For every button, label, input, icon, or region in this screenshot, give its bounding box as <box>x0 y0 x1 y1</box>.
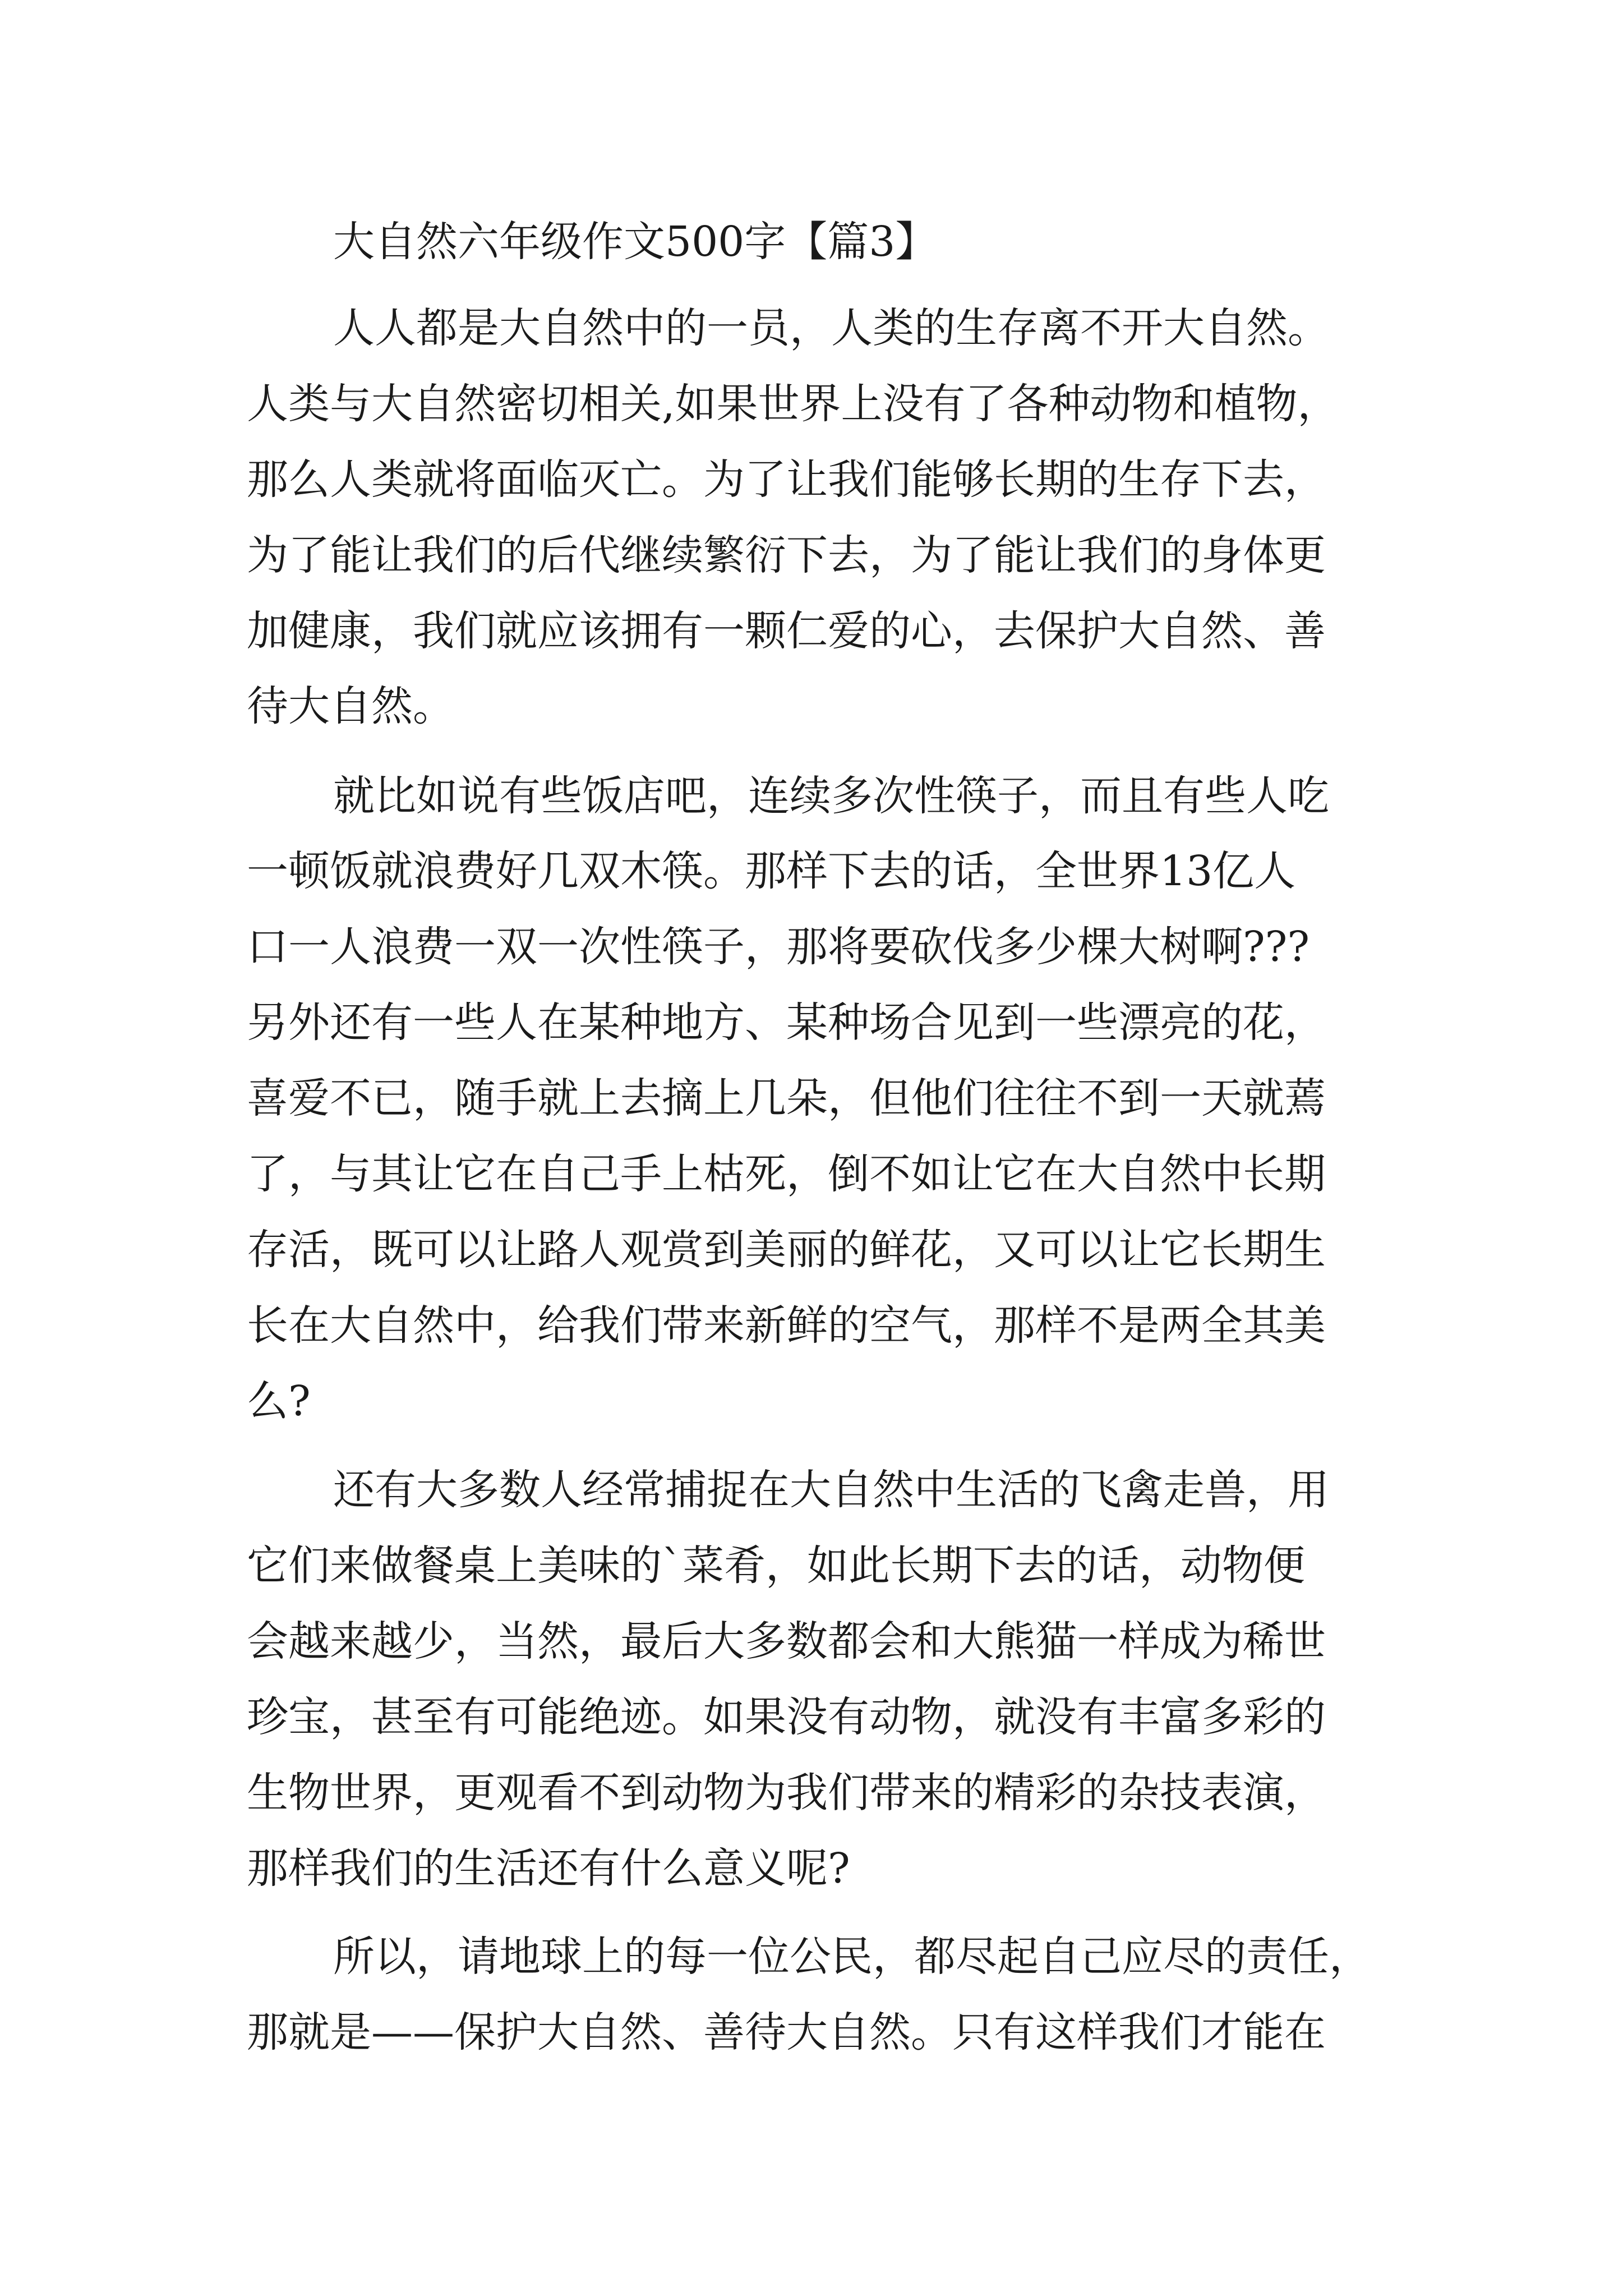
paragraph-line: 所以，请地球上的每一位公民，都尽起自己应尽的责任， <box>333 1932 1371 1981</box>
paragraph-line: 生物世界，更观看不到动物为我们带来的精彩的杂技表演， <box>247 1769 1326 1817</box>
paragraph-line: 长在大自然中，给我们带来新鲜的空气，那样不是两全其美 <box>247 1301 1326 1350</box>
paragraph-line: 会越来越少，当然，最后大多数都会和大熊猫一样成为稀世 <box>247 1617 1326 1665</box>
paragraph-line: 那样我们的生活还有什么意义呢? <box>247 1844 850 1893</box>
paragraph-line: 人类与大自然密切相关,如果世界上没有了各种动物和植物， <box>247 380 1339 428</box>
paragraph-line: 喜爱不已，随手就上去摘上几朵，但他们往往不到一天就蔫 <box>247 1074 1326 1122</box>
paragraph-line: 另外还有一些人在某种地方、某种场合见到一些漂亮的花， <box>247 999 1326 1047</box>
paragraph-line: 珍宝，甚至有可能绝迹。如果没有动物，就没有丰富多彩的 <box>247 1693 1326 1741</box>
paragraph-line: 口一人浪费一双一次性筷子，那将要砍伐多少棵大树啊??? <box>247 923 1310 971</box>
paragraph-line: 为了能让我们的后代继续繁衍下去，为了能让我们的身体更 <box>247 531 1326 579</box>
paragraph-line: 存活，既可以让路人观赏到美丽的鲜花，又可以让它长期生 <box>247 1226 1326 1274</box>
paragraph-line: 还有大多数人经常捕捉在大自然中生活的飞禽走兽，用 <box>333 1466 1329 1514</box>
document-title: 大自然六年级作文500字【篇3】 <box>333 218 937 266</box>
paragraph-line: 人人都是大自然中的一员，人类的生存离不开大自然。 <box>333 304 1329 352</box>
paragraph-line: 那么人类就将面临灭亡。为了让我们能够长期的生存下去， <box>247 455 1326 504</box>
paragraph-line: 就比如说有些饭店吧，连续多次性筷子，而且有些人吃 <box>333 772 1329 820</box>
paragraph-line: 么? <box>247 1377 311 1425</box>
paragraph-line: 它们来做餐桌上美味的`菜肴，如此长期下去的话，动物便 <box>247 1542 1305 1590</box>
paragraph-line: 一顿饭就浪费好几双木筷。那样下去的话，全世界13亿人 <box>247 847 1296 895</box>
paragraph-line: 了，与其让它在自己手上枯死，倒不如让它在大自然中长期 <box>247 1150 1326 1198</box>
paragraph-line: 待大自然。 <box>247 682 454 730</box>
paragraph-line: 那就是——保护大自然、善待大自然。只有这样我们才能在 <box>247 2008 1326 2056</box>
paragraph-line: 加健康，我们就应该拥有一颗仁爱的心，去保护大自然、善 <box>247 607 1326 655</box>
